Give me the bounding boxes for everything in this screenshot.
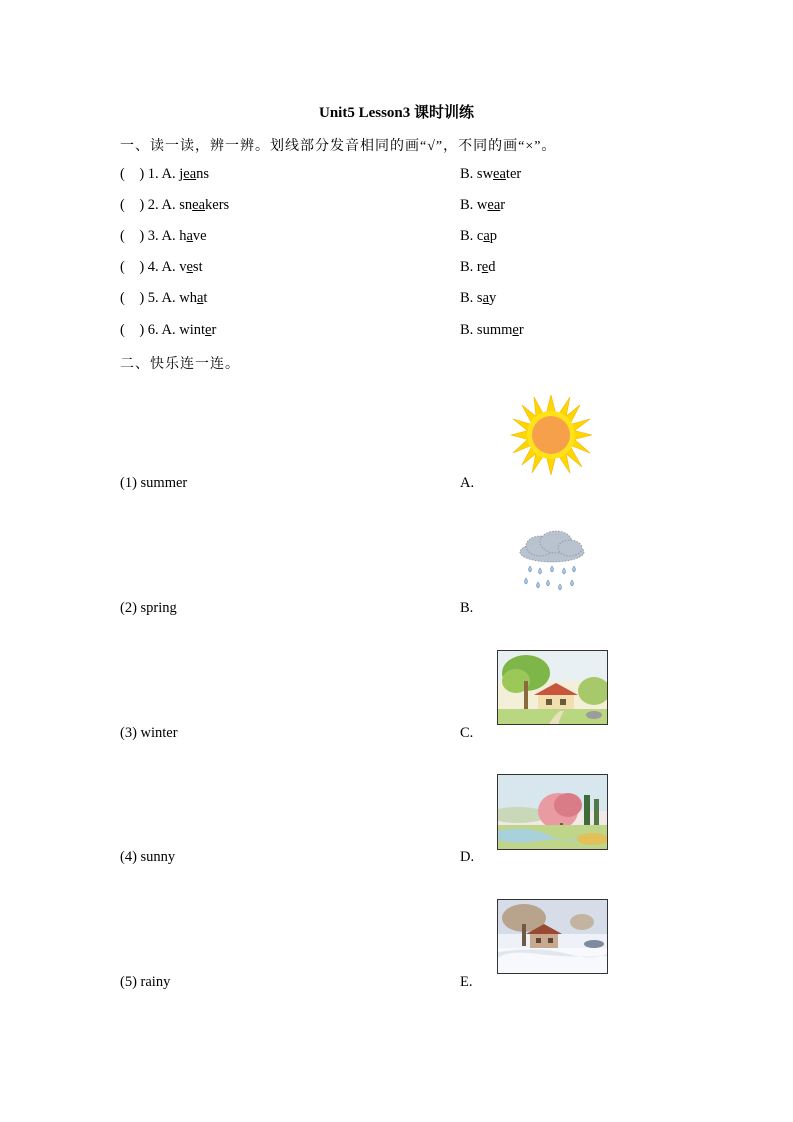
question-number: 5. [147,290,159,306]
spring-blossom-scene[interactable] [497,774,608,850]
question-number: 3. [147,228,159,244]
match-word[interactable]: (4) sunny [120,849,176,865]
option-a-label: A. [161,290,176,306]
option-a-word: have [179,228,207,244]
answer-blank[interactable]: ( ) [120,259,145,275]
option-a-word: vest [179,259,203,275]
winter-snow-scene[interactable] [497,899,608,974]
option-a-word: sneakers [179,197,230,213]
match-row [120,600,680,620]
summer-house-scene[interactable] [497,650,608,725]
option-b-word: say [476,290,497,306]
option-b-label: B. [460,197,474,213]
question-row [120,290,680,310]
question-row [120,166,680,186]
match-letter[interactable]: C. [460,725,474,741]
question-row [120,228,680,248]
question-number: 6. [147,322,159,338]
answer-blank[interactable]: ( ) [120,228,145,244]
answer-blank[interactable]: ( ) [120,197,145,213]
match-row [120,725,680,745]
option-a-word: winter [179,322,217,338]
match-letter[interactable]: E. [460,974,473,990]
option-a-label: A. [161,228,176,244]
match-word[interactable]: (1) summer [120,475,188,491]
sun-icon[interactable] [508,393,594,477]
question-row [120,322,680,342]
match-letter[interactable]: B. [460,600,474,616]
question-row [120,259,680,279]
option-b-word: summer [476,322,524,338]
match-letter[interactable]: D. [460,849,475,865]
option-b-word: wear [476,197,506,213]
option-b-label: B. [460,166,474,182]
match-word[interactable]: (5) rainy [120,974,171,990]
option-b-label: B. [460,290,474,306]
match-word[interactable]: (3) winter [120,725,178,741]
question-number: 2. [147,197,159,213]
option-b-label: B. [460,228,474,244]
match-word[interactable]: (2) spring [120,600,177,616]
option-b-word: cap [476,228,498,244]
page-title: Unit5 Lesson3 课时训练 [318,105,475,121]
rain-cloud-icon[interactable] [516,528,588,596]
option-b-label: B. [460,259,474,275]
option-a-word: what [179,290,208,306]
match-row [120,475,680,495]
option-b-label: B. [460,322,474,338]
option-a-label: A. [161,259,176,275]
option-a-label: A. [161,197,176,213]
answer-blank[interactable]: ( ) [120,166,145,182]
option-a-label: A. [161,166,176,182]
question-number: 1. [147,166,159,182]
match-letter[interactable]: A. [460,475,475,491]
answer-blank[interactable]: ( ) [120,290,145,306]
option-a-word: jeans [179,166,210,182]
option-b-word: sweater [476,166,522,182]
option-a-label: A. [161,322,176,338]
question-number: 4. [147,259,159,275]
answer-blank[interactable]: ( ) [120,322,145,338]
match-row [120,974,680,994]
section2-heading: 二、快乐连一连。 [120,357,240,372]
match-row [120,849,680,869]
question-row [120,197,680,217]
option-b-word: red [476,259,496,275]
section1-heading: 一、读一读，辨一辨。划线部分发音相同的画“√”，不同的画“×”。 [120,139,557,154]
